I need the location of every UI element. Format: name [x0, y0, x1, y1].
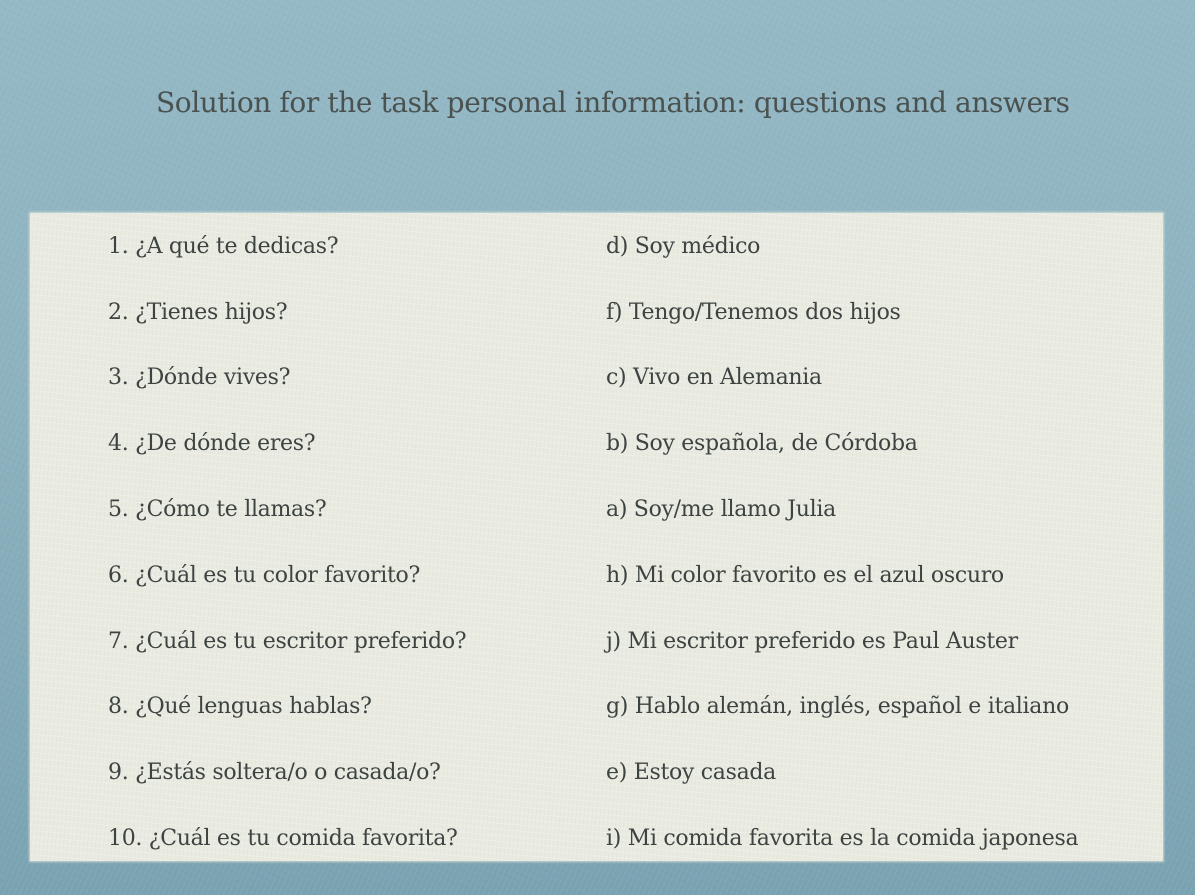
slide-title: Solution for the task personal information: questions and answers: [156, 86, 1070, 119]
answer-text: i) Mi comida favorita es la comida japonesa: [606, 826, 1079, 851]
qa-row: [30, 427, 1163, 467]
qa-panel: [30, 213, 1163, 861]
answer-text: j) Mi escritor preferido es Paul Auster: [606, 629, 1018, 654]
question-text: 1. ¿A qué te dedicas?: [108, 234, 339, 259]
answer-text: b) Soy española, de Córdoba: [606, 431, 918, 456]
answer-text: g) Hablo alemán, inglés, español e italiano: [606, 694, 1069, 719]
answer-text: a) Soy/me llamo Julia: [606, 497, 836, 522]
question-text: 8. ¿Qué lenguas hablas?: [108, 694, 372, 719]
question-text: 6. ¿Cuál es tu color favorito?: [108, 563, 420, 588]
question-text: 9. ¿Estás soltera/o o casada/o?: [108, 760, 441, 785]
question-text: 2. ¿Tienes hijos?: [108, 300, 288, 325]
question-text: 7. ¿Cuál es tu escritor preferido?: [108, 629, 467, 654]
answer-text: f) Tengo/Tenemos dos hijos: [606, 300, 901, 325]
qa-row: [30, 756, 1163, 796]
qa-row: [30, 296, 1163, 336]
qa-row: [30, 230, 1163, 270]
qa-row: [30, 625, 1163, 665]
question-text: 5. ¿Cómo te llamas?: [108, 497, 327, 522]
qa-row: [30, 822, 1163, 862]
question-text: 10. ¿Cuál es tu comida favorita?: [108, 826, 458, 851]
qa-row: [30, 361, 1163, 401]
answer-text: h) Mi color favorito es el azul oscuro: [606, 563, 1004, 588]
question-text: 4. ¿De dónde eres?: [108, 431, 316, 456]
qa-row: [30, 690, 1163, 730]
answer-text: e) Estoy casada: [606, 760, 776, 785]
answer-text: d) Soy médico: [606, 234, 761, 259]
qa-row: [30, 493, 1163, 533]
answer-text: c) Vivo en Alemania: [606, 365, 822, 390]
qa-row: [30, 559, 1163, 599]
question-text: 3. ¿Dónde vives?: [108, 365, 291, 390]
